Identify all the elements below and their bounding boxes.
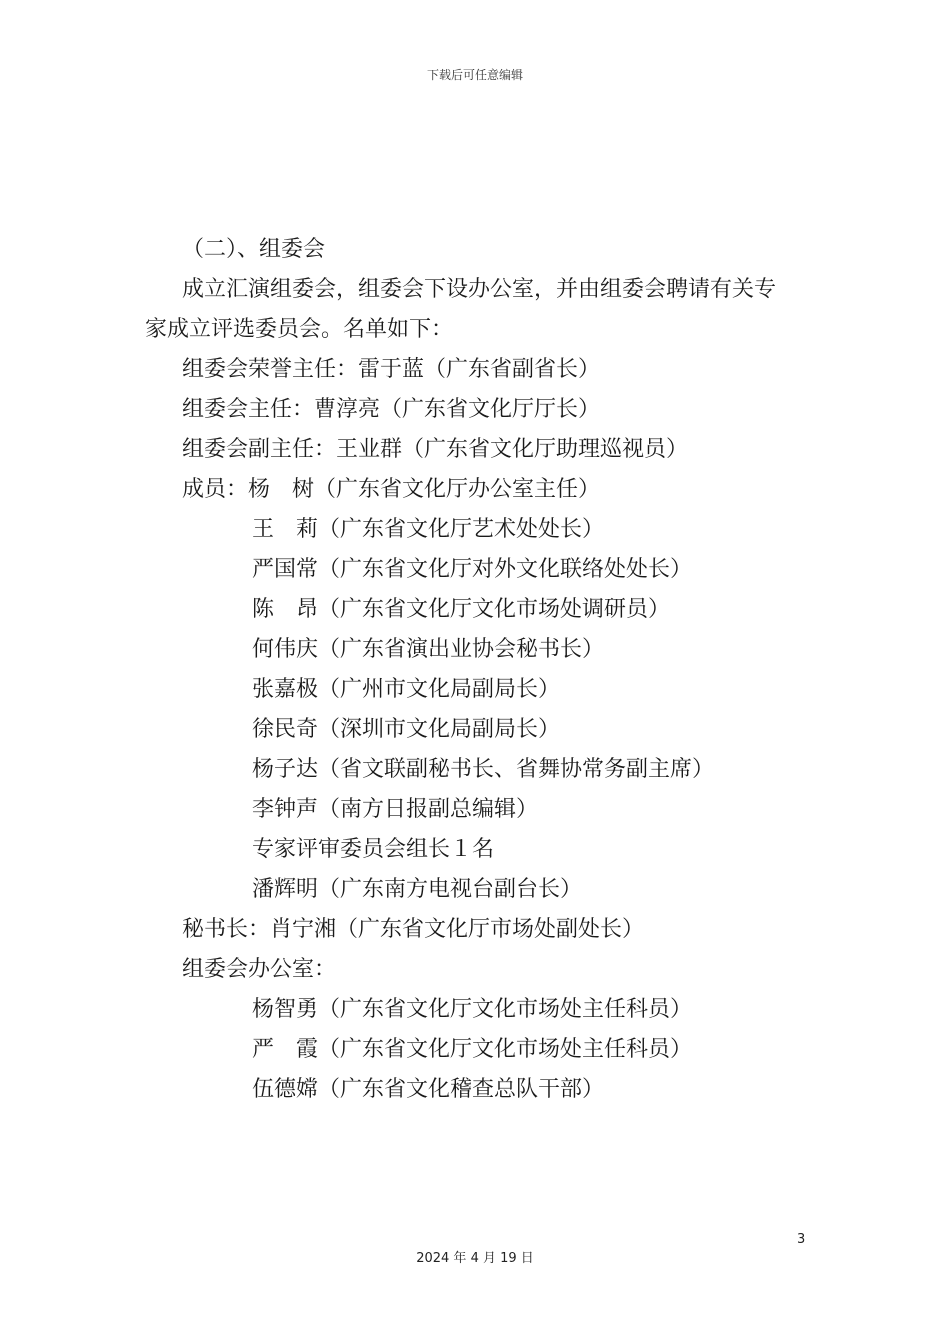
section-heading: （二）、组委会 xyxy=(182,237,326,262)
list-item: 张嘉极（广州市文化局副局长） xyxy=(252,677,561,702)
list-item: 杨智勇（广东省文化厅文化市场处主任科员） xyxy=(252,997,693,1022)
page-number: 3 xyxy=(797,1232,806,1247)
list-item: 何伟庆（广东省演出业协会秘书长） xyxy=(252,637,605,662)
list-item: 组委会主任：曹淳亮（广东省文化厅厅长） xyxy=(182,397,601,422)
list-item: 王 莉（广东省文化厅艺术处处长） xyxy=(252,517,605,542)
list-item: 秘书长：肖宁湘（广东省文化厅市场处副处长） xyxy=(182,917,645,942)
list-item: 徐民奇（深圳市文化局副局长） xyxy=(252,717,561,742)
list-item: 潘辉明（广东南方电视台副台长） xyxy=(252,877,583,902)
list-item: 专家评审委员会组长１名 xyxy=(252,837,495,862)
list-item: 李钟声（南方日报副总编辑） xyxy=(252,797,539,822)
list-item: 成员：杨 树（广东省文化厅办公室主任） xyxy=(182,477,601,502)
paragraph-line: 家成立评选委员会。名单如下： xyxy=(145,317,454,342)
footer-date: 2024 年 4 月 19 日 xyxy=(416,1251,534,1266)
list-item: 组委会办公室： xyxy=(182,957,337,982)
list-item: 陈 昂（广东省文化厅文化市场处调研员） xyxy=(252,597,671,622)
list-item: 组委会副主任：王业群（广东省文化厅助理巡视员） xyxy=(182,437,689,462)
list-item: 严 霞（广东省文化厅文化市场处主任科员） xyxy=(252,1037,693,1062)
list-item: 伍德嫦（广东省文化稽查总队干部） xyxy=(252,1077,605,1102)
list-item: 杨子达（省文联副秘书长、省舞协常务副主席） xyxy=(252,757,715,782)
list-item: 严国常（广东省文化厅对外文化联络处处长） xyxy=(252,557,693,582)
paragraph-line: 成立汇演组委会，组委会下设办公室，并由组委会聘请有关专 xyxy=(182,277,777,302)
list-item: 组委会荣誉主任：雷于蓝（广东省副省长） xyxy=(182,357,601,382)
header-note: 下载后可任意编辑 xyxy=(426,68,523,82)
